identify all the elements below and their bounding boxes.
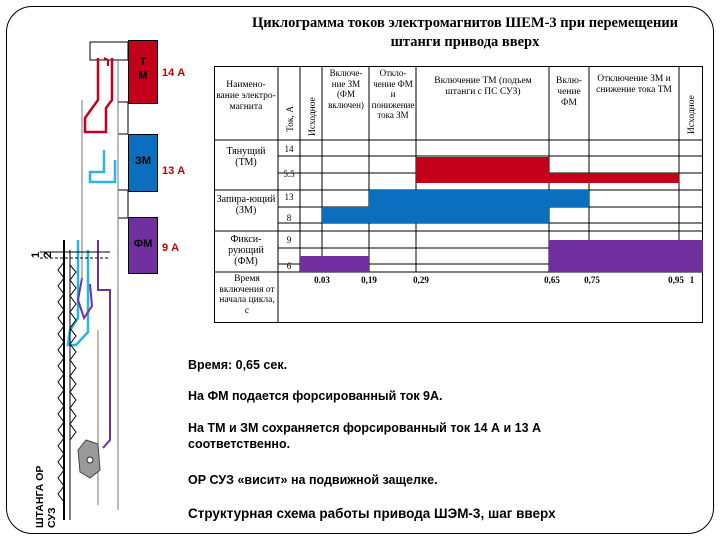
mark-2-label: 2 xyxy=(42,251,54,258)
bar-fm-low-2 xyxy=(549,256,703,272)
header-current: Ток, А xyxy=(286,105,296,132)
mechanism-drawing xyxy=(0,0,200,540)
level-tm-high: 14 xyxy=(284,144,294,154)
header-name: Наимено-вание электро-магнита xyxy=(216,80,276,112)
time-row-label: Время включения от начала цикла, с xyxy=(219,274,275,316)
bar-zm-high xyxy=(369,190,589,207)
slide-title: Циклограмма токов электромагнитов ШЕМ-3 при перемещении штанги привода вверх xyxy=(251,15,679,50)
level-fm-high: 9 xyxy=(286,235,292,245)
time-0: 0.03 xyxy=(314,275,330,285)
level-fm-low: 6 xyxy=(286,261,292,271)
header-final: Исходное xyxy=(687,95,697,134)
housing-mid xyxy=(118,102,128,134)
time-2: 0,29 xyxy=(413,275,429,285)
coil-tm-current: 14 А xyxy=(162,67,186,79)
coil-fm-label: ФМ xyxy=(133,238,153,250)
mark-1-label: 1 xyxy=(30,251,42,258)
tm-linkage xyxy=(85,58,112,132)
info-line-2: На ТМ и ЗМ сохраняется форсированный ток 14 А и 13 А соответственно. xyxy=(188,421,542,451)
rod-label: ШТАНГА ОР СУЗ xyxy=(34,465,58,528)
time-3: 0,65 xyxy=(544,275,560,285)
row-fm-name: Фикси-рующий (ФМ) xyxy=(228,234,264,267)
header-initial: Исходное xyxy=(308,97,318,136)
bar-fm-low xyxy=(300,256,369,272)
footer-caption: Структурная схема работы привода ШЭМ-3, шаг вверх xyxy=(188,506,556,521)
info-time: Время: 0,65 сек. xyxy=(188,358,288,372)
time-1: 0,19 xyxy=(361,275,377,285)
time-4: 0,75 xyxy=(584,275,600,285)
housing-top xyxy=(90,42,128,60)
level-tm-low: 5.5 xyxy=(283,169,295,179)
coil-fm xyxy=(128,217,158,274)
header-tm-on: Включение ТМ (подъем штанги с ПС СУЗ) xyxy=(434,76,532,97)
tm-arm xyxy=(104,58,108,66)
time-6: 1 xyxy=(689,275,695,285)
fm-linkage xyxy=(98,240,110,448)
header-zm-off: Отключение ЗМ и снижение тока ТМ xyxy=(596,74,672,95)
bar-fm-high xyxy=(549,240,703,256)
fm-hook xyxy=(78,278,92,318)
coil-zm-label: ЗМ xyxy=(134,155,152,167)
info-line-1: На ФМ подается форсированный ток 9А. xyxy=(188,389,443,403)
coil-tm-label: Т М xyxy=(138,56,148,82)
level-zm-high: 13 xyxy=(284,192,294,202)
row-tm-name: Тянущий (ТМ) xyxy=(226,146,266,168)
row-zm-name: Запира-ющий (ЗМ) xyxy=(216,194,276,216)
header-fm-on: Вклю-чение ФМ xyxy=(556,76,582,108)
coil-fm-current: 9 А xyxy=(162,242,180,254)
coil-zm-current: 13 А xyxy=(162,165,186,177)
zm-linkage xyxy=(90,150,115,182)
bar-tm-high xyxy=(416,157,549,173)
rod-teeth-right xyxy=(70,265,76,440)
time-5: 0,95 xyxy=(668,275,684,285)
cyclogram-table xyxy=(214,66,704,324)
header-fm-off: Откло-чение ФМ и понижение тока ЗМ xyxy=(371,68,415,120)
coil-zm xyxy=(128,134,158,192)
level-zm-low: 8 xyxy=(286,213,292,223)
latch-pin xyxy=(87,457,93,463)
coil-tm xyxy=(128,40,158,104)
info-line-3: ОР СУЗ «висит» на подвижной защелке. xyxy=(188,473,438,487)
header-zm-on: Включе-ние ЗМ (ФМ включен) xyxy=(328,68,364,110)
bar-tm-low xyxy=(416,173,679,183)
bar-zm-low xyxy=(322,207,549,223)
housing-low xyxy=(118,190,128,218)
